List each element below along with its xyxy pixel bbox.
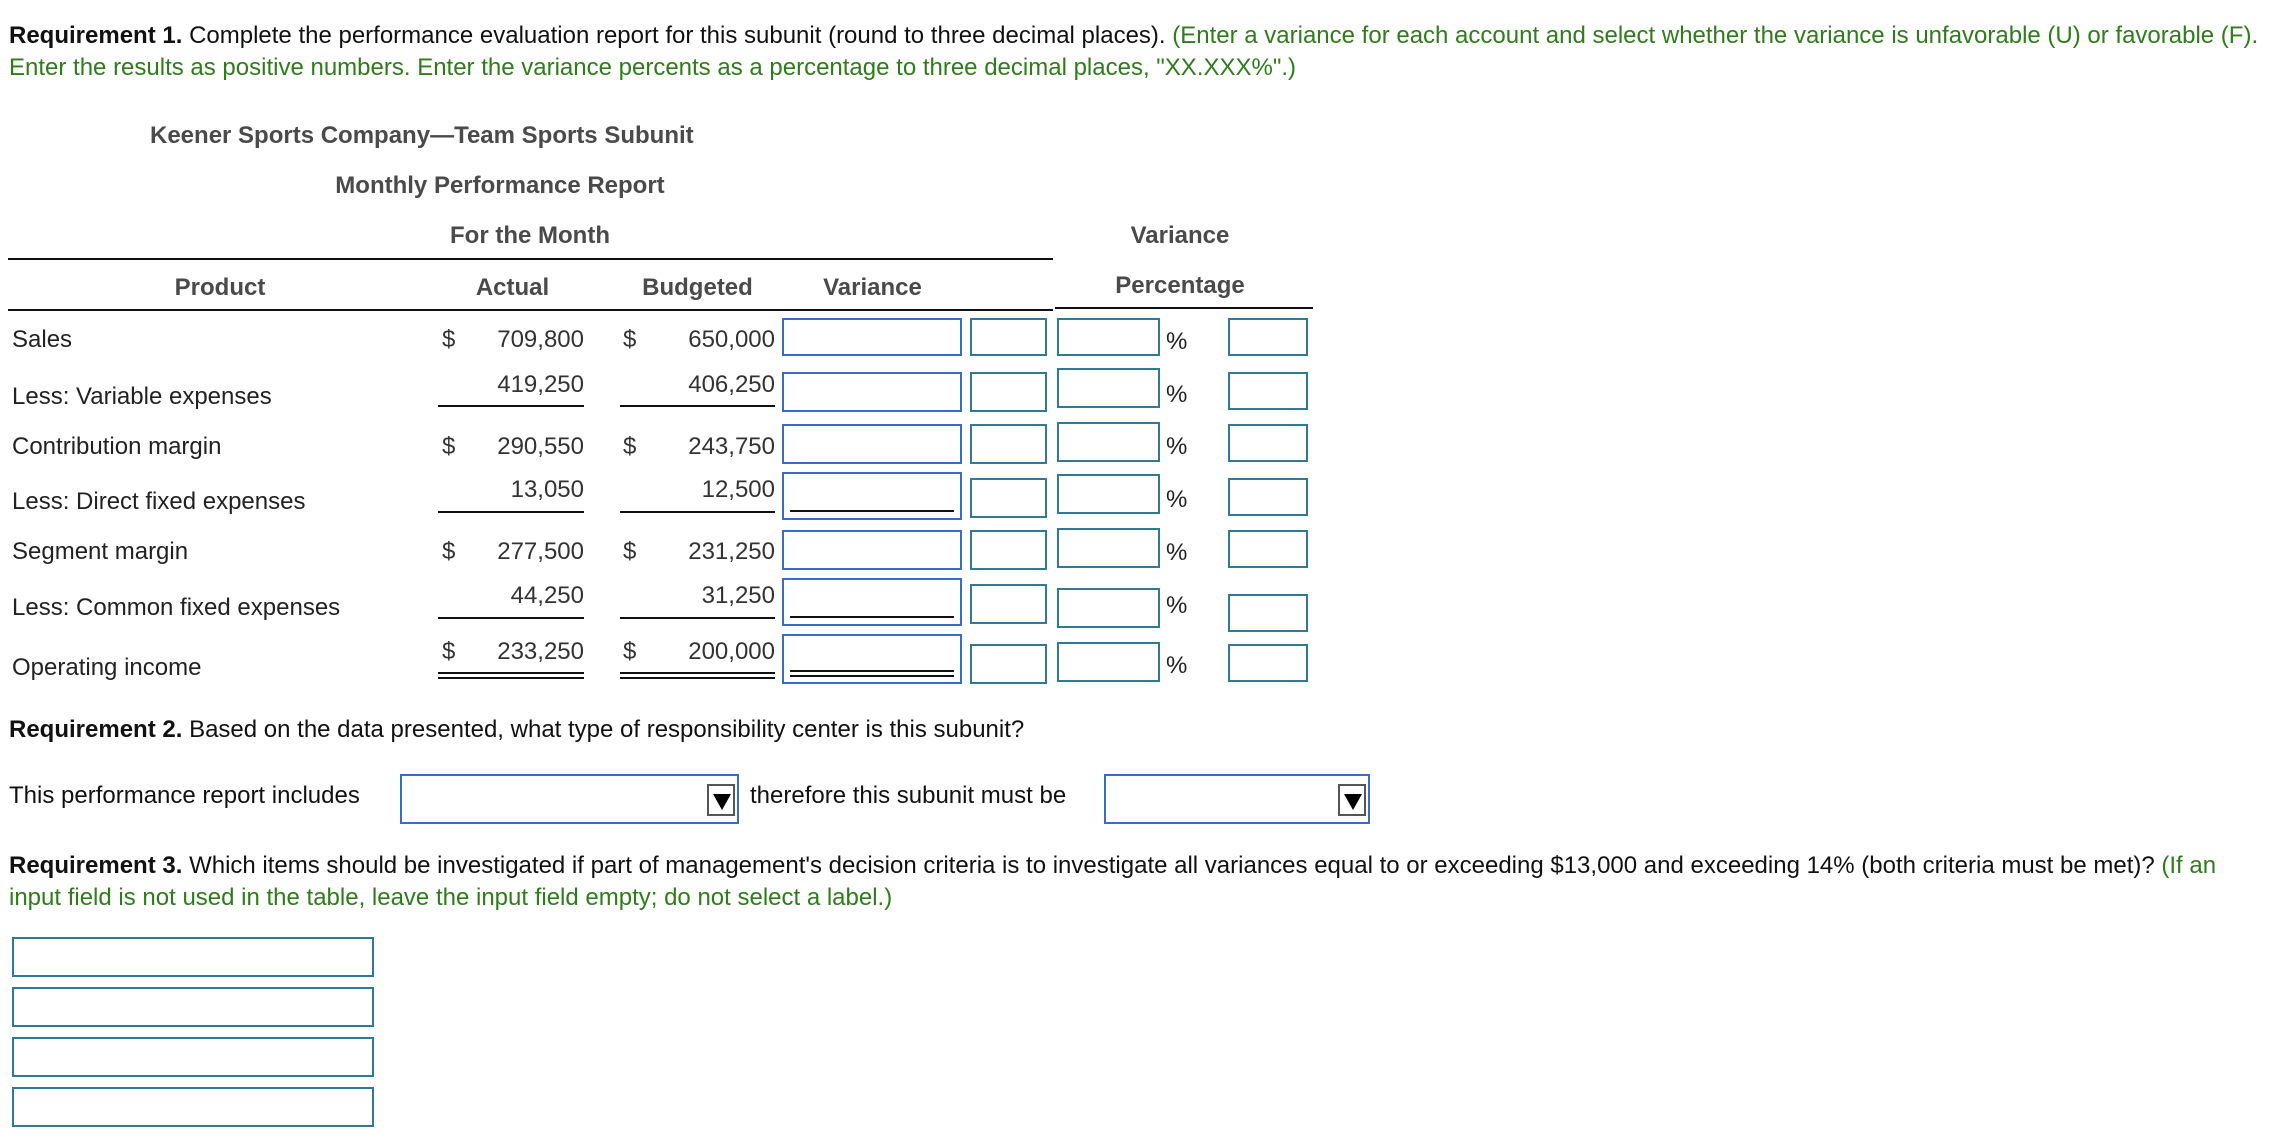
pct-uf-select-segment-margin[interactable] — [1228, 530, 1308, 568]
actual-common-fixed-expenses: 44,250 — [510, 582, 584, 609]
variance-input-direct-fixed-expenses[interactable] — [782, 472, 962, 520]
budgeted-underline — [620, 617, 775, 619]
report-title: Monthly Performance Report — [335, 172, 665, 199]
report-period: For the Month — [450, 222, 610, 249]
variance-input-variable-expenses[interactable] — [782, 372, 962, 412]
responsibility-center-dropdown[interactable] — [1104, 774, 1370, 824]
variance-group-header: Variance — [1130, 222, 1230, 249]
percent-sign: % — [1166, 381, 1188, 408]
currency-sign: $ — [442, 538, 456, 565]
row-label-common-fixed-expenses: Less: Common fixed expenses — [12, 594, 341, 621]
header-rule — [8, 309, 1053, 311]
uf-select-segment-margin[interactable] — [970, 530, 1047, 570]
budgeted-double-underline — [620, 672, 775, 679]
variance-input-sales[interactable] — [782, 318, 962, 356]
budgeted-operating-income: 200,000 — [688, 638, 775, 665]
uf-select-contribution-margin[interactable] — [970, 424, 1047, 464]
col-header-budgeted: Budgeted — [642, 274, 753, 301]
requirement-1-instruction: (Enter a variance for each account and select whether the variance is unfavorable (U) or favorable (F). Enter the results as positive numbers. Enter the variance percents as a percentage to three decimal places, "XX.XXX%".) — [9, 22, 2259, 81]
budgeted-variable-expenses: 406,250 — [688, 371, 775, 398]
requirement-3-prompt: Which items should be investigated if part of management's decision criteria is to investigate all variances equal to or exceeding $13,000 and exceeding 14% (both criteria must be met)? — [189, 852, 2155, 879]
req2-sentence-mid: therefore this subunit must be — [750, 782, 1067, 809]
currency-sign: $ — [623, 638, 637, 665]
pct-uf-select-operating-income[interactable] — [1228, 644, 1308, 682]
requirement-2-prompt: Based on the data presented, what type of responsibility center is this subunit? — [189, 716, 1025, 743]
variance-input-operating-income[interactable] — [782, 634, 962, 684]
actual-segment-margin: 277,500 — [497, 538, 584, 565]
col-header-percentage: Percentage — [1115, 272, 1245, 299]
col-header-variance: Variance — [823, 274, 922, 301]
percent-sign: % — [1166, 539, 1188, 566]
pct-uf-select-common-fixed-expenses[interactable] — [1228, 594, 1308, 632]
budgeted-direct-fixed-expenses: 12,500 — [701, 476, 775, 503]
actual-sales: 709,800 — [497, 326, 584, 353]
percent-sign: % — [1166, 486, 1188, 513]
investigate-item-input-4[interactable] — [12, 1087, 374, 1127]
actual-operating-income: 233,250 — [497, 638, 584, 665]
requirement-3-instruction: (If an input field is not used in the table, leave the input field empty; do not select a label.) — [9, 852, 2217, 911]
currency-sign: $ — [442, 433, 456, 460]
report-includes-dropdown[interactable] — [400, 774, 739, 824]
uf-select-sales[interactable] — [970, 318, 1047, 356]
pct-uf-select-sales[interactable] — [1228, 318, 1308, 356]
variance-input-segment-margin[interactable] — [782, 530, 962, 570]
percent-input-contribution-margin[interactable] — [1057, 422, 1160, 462]
period-rule — [8, 258, 1053, 260]
row-label-operating-income: Operating income — [12, 654, 202, 681]
chevron-down-icon — [707, 784, 735, 816]
col-header-actual: Actual — [475, 274, 550, 301]
pct-uf-select-contribution-margin[interactable] — [1228, 424, 1308, 462]
actual-direct-fixed-expenses: 13,050 — [510, 476, 584, 503]
currency-sign: $ — [623, 326, 637, 353]
budgeted-common-fixed-expenses: 31,250 — [701, 582, 775, 609]
budgeted-underline — [620, 405, 775, 407]
currency-sign: $ — [623, 433, 637, 460]
percent-sign: % — [1166, 328, 1188, 355]
requirement-2-label: Requirement 2. — [9, 716, 183, 743]
percent-input-sales[interactable] — [1057, 318, 1160, 356]
uf-select-direct-fixed-expenses[interactable] — [970, 478, 1047, 518]
percent-sign: % — [1166, 433, 1188, 460]
percent-input-operating-income[interactable] — [1057, 642, 1160, 682]
actual-double-underline — [438, 672, 584, 679]
actual-contribution-margin: 290,550 — [497, 433, 584, 460]
requirement-1-prompt: Complete the performance evaluation report for this subunit (round to three decimal places). — [189, 22, 1166, 49]
actual-underline — [438, 405, 584, 407]
requirement-2-text — [9, 714, 2269, 746]
requirement-3-text — [9, 850, 2269, 914]
variance-input-contribution-margin[interactable] — [782, 424, 962, 464]
uf-select-variable-expenses[interactable] — [970, 372, 1047, 412]
req2-sentence-start: This performance report includes — [9, 782, 360, 809]
currency-sign: $ — [442, 326, 456, 353]
investigate-item-input-2[interactable] — [12, 987, 374, 1027]
currency-sign: $ — [623, 538, 637, 565]
percent-input-direct-fixed-expenses[interactable] — [1057, 474, 1160, 514]
percentage-header-rule — [1055, 307, 1313, 309]
row-label-variable-expenses: Less: Variable expenses — [12, 383, 272, 410]
pct-uf-select-direct-fixed-expenses[interactable] — [1228, 478, 1308, 516]
budgeted-underline — [620, 511, 775, 513]
report-company-name: Keener Sports Company—Team Sports Subunit — [150, 122, 694, 149]
uf-select-operating-income[interactable] — [970, 644, 1047, 684]
row-label-sales: Sales — [12, 326, 73, 353]
col-header-product: Product — [174, 274, 266, 301]
percent-sign: % — [1166, 652, 1188, 679]
requirement-1-label: Requirement 1. — [9, 22, 183, 49]
actual-underline — [438, 511, 584, 513]
percent-input-variable-expenses[interactable] — [1057, 368, 1160, 408]
chevron-down-icon — [1338, 784, 1366, 816]
percent-sign: % — [1166, 592, 1188, 619]
row-label-contribution-margin: Contribution margin — [12, 433, 222, 460]
requirement-1-text — [9, 20, 2269, 84]
investigate-item-input-3[interactable] — [12, 1037, 374, 1077]
currency-sign: $ — [442, 638, 456, 665]
budgeted-segment-margin: 231,250 — [688, 538, 775, 565]
budgeted-contribution-margin: 243,750 — [688, 433, 775, 460]
percent-input-common-fixed-expenses[interactable] — [1057, 588, 1160, 628]
percent-input-segment-margin[interactable] — [1057, 528, 1160, 568]
row-label-segment-margin: Segment margin — [12, 538, 189, 565]
investigate-item-input-1[interactable] — [12, 937, 374, 977]
pct-uf-select-variable-expenses[interactable] — [1228, 372, 1308, 410]
budgeted-sales: 650,000 — [688, 326, 775, 353]
actual-variable-expenses: 419,250 — [497, 371, 584, 398]
uf-select-common-fixed-expenses[interactable] — [970, 584, 1047, 624]
row-label-direct-fixed-expenses: Less: Direct fixed expenses — [12, 488, 306, 515]
variance-input-common-fixed-expenses[interactable] — [782, 578, 962, 626]
requirement-3-label: Requirement 3. — [9, 852, 183, 879]
actual-underline — [438, 617, 584, 619]
